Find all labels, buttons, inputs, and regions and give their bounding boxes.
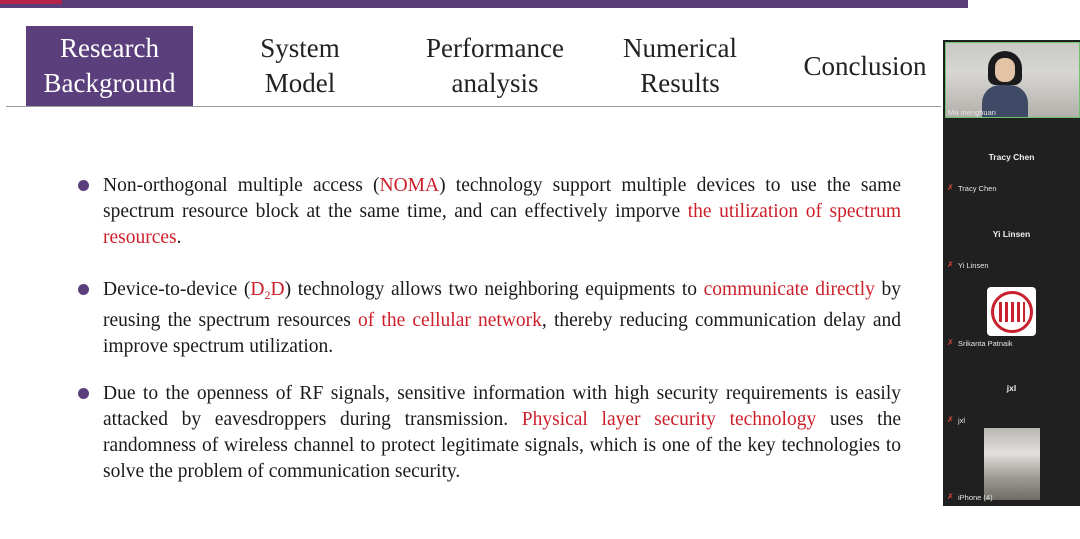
- text-run: D: [250, 279, 265, 300]
- tab-label-line1: System: [260, 33, 340, 63]
- tab-label-line2: Model: [264, 68, 336, 98]
- bullet-text: [103, 173, 901, 251]
- mic-muted-icon: ✗: [947, 338, 954, 347]
- text-run: by reusing the spectrum resources: [103, 279, 901, 331]
- tab-label-line1: Numerical: [623, 33, 737, 63]
- bullet-dot: [78, 180, 89, 191]
- participant-tile[interactable]: [943, 40, 1080, 118]
- mic-muted-icon: ✗: [947, 260, 954, 269]
- text-run: , thereby reducing communication delay and improve spectrum utilization.: [103, 310, 901, 357]
- text-run: Due to the openness of RF signals, sensitive information with high security requirements is easily attacked by eavesdroppers during transmission.: [103, 383, 901, 430]
- text-run: Non-orthogonal multiple access (: [103, 175, 380, 196]
- participant-name: Srikanta Patnaik: [958, 339, 1013, 348]
- bullet-dot: [78, 284, 89, 295]
- highlight-run: Physical layer security technology: [521, 409, 817, 430]
- participant-display-name: jxl: [1006, 383, 1017, 393]
- text-run: ) technology support multiple devices to use the same spectrum resource block at the same time, and can effectively imporve: [103, 175, 901, 222]
- participant-name: Ma menghuan: [948, 108, 996, 117]
- participant-display-name: Tracy Chen: [988, 152, 1035, 162]
- highlight-run: communicate directly: [703, 279, 875, 300]
- tab-label-line1: Performance: [426, 33, 564, 63]
- participant-tile[interactable]: [943, 120, 1080, 196]
- participant-name: Tracy Chen: [958, 184, 997, 193]
- text-run: uses the randomness of wireless channel to protect legitimate signals, which is one of the key technologies to solve the problem of communication security.: [103, 409, 901, 482]
- highlight-run: [250, 279, 284, 300]
- participant-name: Yi Linsen: [958, 261, 989, 270]
- participant-video: [984, 428, 1040, 500]
- text-run: .: [176, 227, 182, 248]
- bullet-noma: [78, 173, 901, 251]
- participant-panel: [943, 40, 1080, 506]
- bullet-dot: [78, 388, 89, 399]
- participant-logo: [987, 287, 1036, 336]
- participant-name: iPhone (4): [958, 493, 993, 502]
- highlight-run: of the cellular network: [358, 310, 542, 331]
- mic-muted-icon: ✗: [947, 492, 954, 501]
- participant-display-name: Yi Linsen: [992, 229, 1031, 239]
- text-run: ) technology allows two neighboring equipments to: [284, 279, 704, 300]
- bullet-d2d: [78, 277, 901, 360]
- mic-muted-icon: ✗: [947, 415, 954, 424]
- participant-tile[interactable]: [943, 197, 1080, 273]
- bullet-text: [103, 381, 901, 485]
- mic-muted-icon: ✗: [947, 183, 954, 192]
- text-run: D: [270, 279, 285, 300]
- tab-label-line1: Conclusion: [803, 50, 927, 81]
- text-run: Device-to-device (: [103, 279, 251, 300]
- participant-video: [945, 42, 1080, 118]
- subscript: 2: [264, 288, 271, 302]
- highlight-run: NOMA: [379, 175, 440, 196]
- tab-label-line2: Background: [43, 68, 176, 98]
- bullet-physical-layer: [78, 381, 901, 485]
- bullet-text: [103, 277, 901, 360]
- tab-label-line1: Research: [60, 33, 159, 63]
- highlight-run: the utilization of spectrum resources: [103, 201, 901, 248]
- tab-label-line2: analysis: [451, 68, 539, 98]
- tab-label-line2: Results: [640, 68, 720, 98]
- participant-tile[interactable]: [943, 351, 1080, 427]
- participant-name: jxl: [958, 416, 966, 425]
